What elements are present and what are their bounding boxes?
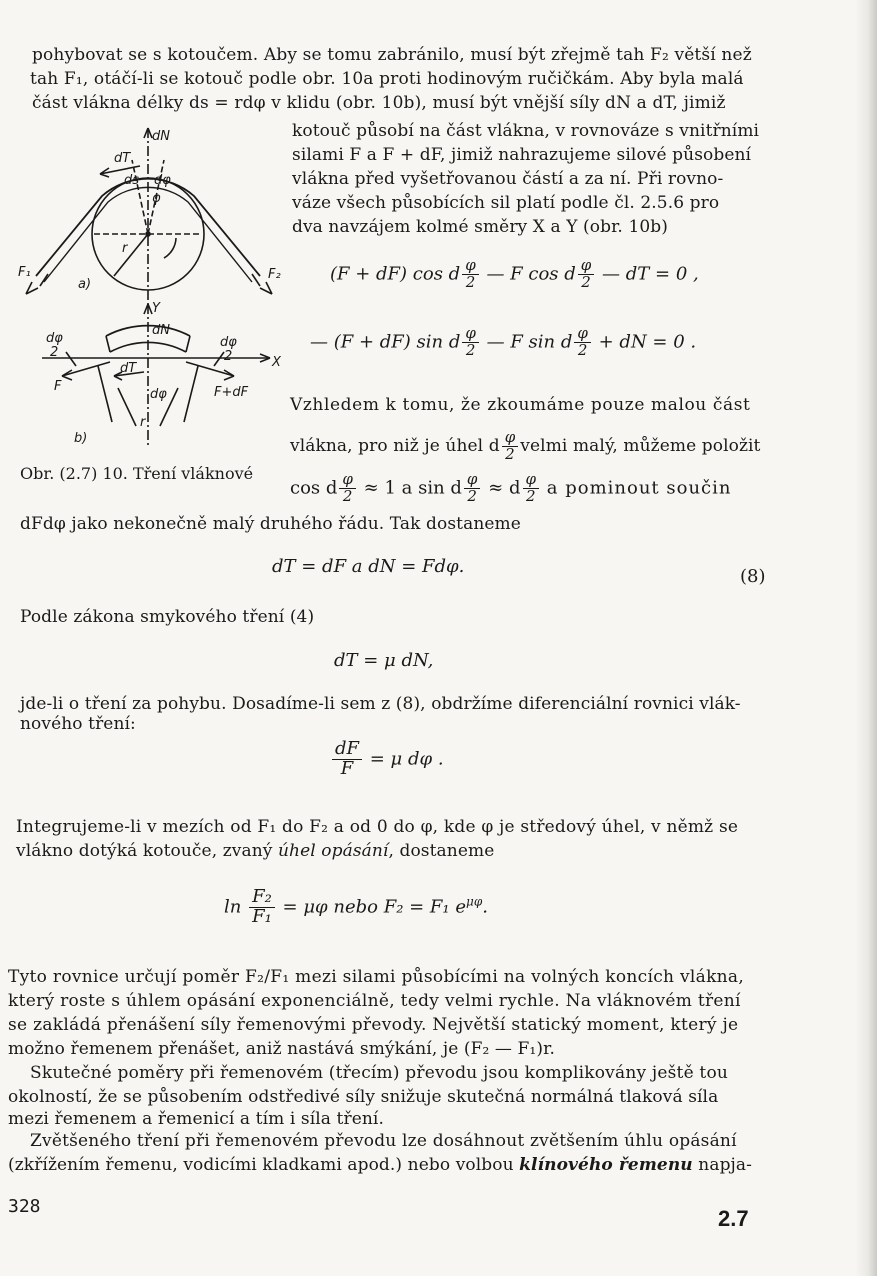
text-bottom-6: okolností, že se působením odstředivé síly snižuje skutečná normálná tlaková síla	[8, 1087, 719, 1107]
eq-diff-frac: $\frac{dF}{F}$	[332, 740, 362, 779]
text-bottom-3: se zakládá přenášení síly řemenovými převody. Největší statický moment, který je	[8, 1015, 739, 1035]
eq1-part-a: (F + dF) cos d	[330, 263, 461, 285]
label-phi-a: φ	[152, 191, 161, 206]
term-klinoveho-remenu: klínového řemenu	[519, 1155, 693, 1175]
label-r-b: r	[140, 415, 146, 430]
frac-phi-inline: $\frac{\varphi}{2}$	[502, 430, 519, 463]
eq2-part-a: — (F + dF) sin d	[310, 331, 461, 353]
term-uhel-opasani: úhel opásání	[277, 841, 389, 861]
figure-caption: Obr. (2.7) 10. Tření vláknové	[20, 464, 254, 483]
label-FdF: F+dF	[214, 385, 249, 400]
equation-8: dT = dF a dN = Fdφ.	[272, 556, 465, 577]
approx-frac-3: $\frac{\varphi}{2}$	[523, 472, 540, 505]
eq2-frac-1: $\frac{\varphi}{2}$	[462, 326, 479, 359]
label-r-a: r	[122, 241, 128, 256]
eq-ln-frac: $\frac{\text{F₂}}{\text{F₁}}$	[249, 888, 275, 927]
page-edge-shadow	[855, 0, 877, 1276]
label-dN-b: dN	[152, 323, 170, 338]
label-F2: F₂	[268, 267, 281, 282]
approx-frac-1: $\frac{\varphi}{2}$	[339, 472, 356, 505]
label-two-left: 2	[50, 345, 59, 360]
text-line-2: tah F₁, otáčí-li se kotouč podle obr. 10a proti hodinovým ručičkám. Aby byla malá	[30, 69, 744, 89]
text-right-2: silami F a F + dF, jimiž nahrazujeme silové působení	[292, 145, 752, 165]
text-right-5: dva navzájem kolmé směry X a Y (obr. 10b)	[292, 217, 668, 237]
text-right-4: váze všech působících sil platí podle čl. 2.5.6 pro	[292, 193, 720, 213]
label-dphi-a: dφ	[154, 173, 171, 188]
equation-differential: $\frac{dF}{F}$ = μ dφ .	[330, 740, 444, 779]
text-line-3: část vlákna délky ds = rdφ v klidu (obr. 10b), musí být vnější síly dN a dT, jimiž	[32, 93, 726, 113]
label-F: F	[54, 379, 62, 394]
eq1-frac-2: $\frac{\varphi}{2}$	[578, 258, 595, 291]
text-dfdphi: dFdφ jako nekonečně malý druhého řádu. Tak dostaneme	[20, 514, 521, 534]
text-vzhledem: Vzhledem k tomu, že zkoumáme pouze malou část	[290, 395, 751, 415]
eq1-part-b: — F cos d	[486, 263, 576, 285]
text-bottom-8: Zvětšeného tření při řemenovém převodu lze dosáhnout zvětšením úhlu opásání	[30, 1131, 737, 1151]
label-F1: F₁	[18, 265, 31, 280]
label-dphi-left: dφ	[46, 331, 63, 346]
figure-fiber-friction	[14, 126, 286, 466]
equation-mu: dT = μ dN,	[334, 650, 434, 671]
label-dphi-b: dφ	[150, 387, 167, 402]
eq1-part-c: — dT = 0 ,	[602, 263, 699, 285]
section-number: 2.7	[718, 1206, 749, 1231]
text-bottom-2: který roste s úhlem opásání exponenciálně, tedy velmi rychle. Na vláknovém tření	[8, 991, 741, 1011]
equation-8-number: (8)	[740, 566, 766, 587]
text-integrujeme-1: Integrujeme-li v mezích od F₁ do F₂ a od 0 do φ, kde φ je středový úhel, v němž se	[16, 817, 739, 837]
label-dphi-right: dφ	[220, 335, 237, 350]
text-bottom-5: Skutečné poměry při řemenovém (třecím) převodu jsou komplikovány ještě tou	[30, 1063, 729, 1083]
text-bottom-4: možno řemenem přenášet, aniž nastává smýkání, je (F₂ — F₁)r.	[8, 1039, 555, 1059]
equation-y-balance	[310, 326, 696, 359]
equation-x-balance	[330, 258, 699, 291]
eq2-frac-2: $\frac{\varphi}{2}$	[574, 326, 591, 359]
label-ds: ds	[124, 173, 140, 188]
label-two-right: 2	[224, 349, 233, 364]
label-dT-a: dT	[114, 151, 131, 166]
equation-approximation: cos d $\frac{\varphi}{2}$ ≈ 1 a sin d $\frac{\varphi}{2}$ ≈ d $\frac{\varphi}{2}$ a pominout součin	[290, 470, 732, 505]
label-Y: Y	[152, 301, 160, 316]
eq2-part-c: + dN = 0 .	[598, 331, 697, 353]
text-bottom-9: (zkřížením řemenu, vodicími kladkami apod.) nebo volbou klínového řemenu napja-	[8, 1155, 752, 1175]
label-X: X	[272, 355, 281, 370]
approx-frac-2: $\frac{\varphi}{2}$	[464, 472, 481, 505]
label-dN-a: dN	[152, 129, 170, 144]
text-podle: Podle zákona smykového tření (4)	[20, 607, 315, 627]
label-b: b)	[74, 431, 88, 446]
eq1-frac-1: $\frac{\varphi}{2}$	[462, 258, 479, 291]
text-jde-1: jde-li o tření za pohybu. Dosadíme-li sem z (8), obdržíme diferenciální rovnici vlák-	[20, 694, 741, 714]
text-bottom-1: Tyto rovnice určují poměr F₂/F₁ mezi silami působícími na volných koncích vlákna,	[8, 967, 745, 987]
text-right-1: kotouč působí na část vlákna, v rovnováze s vnitřními	[292, 121, 760, 141]
page-number: 328	[8, 1196, 41, 1217]
text-jde-2: nového tření:	[20, 714, 136, 734]
label-dT-b: dT	[120, 361, 137, 376]
eq2-part-b: — F sin d	[486, 331, 573, 353]
equation-log: ln $\frac{\text{F₂}}{\text{F₁}}$ = μφ nebo F₂ = F₁ $e^{\mu\varphi}$.	[224, 886, 488, 927]
text-line-1: pohybovat se s kotoučem. Aby se tomu zabránilo, musí být zřejmě tah F₂ větší než	[32, 45, 752, 65]
text-integrujeme-2: vlákno dotýká kotouče, zvaný úhel opásání, dostaneme	[16, 841, 495, 861]
text-vlakna-line: vlákna, pro niž je úhel d $\frac{\varphi}{2}$ velmi malý, můžeme položit	[290, 428, 761, 463]
label-a: a)	[78, 277, 92, 292]
radius-line	[132, 160, 148, 234]
text-right-3: vlákna před vyšetřovanou částí a za ní. Při rovno-	[292, 169, 724, 189]
text-bottom-7: mezi řemenem a řemenicí a tím i síla tření.	[8, 1109, 384, 1129]
